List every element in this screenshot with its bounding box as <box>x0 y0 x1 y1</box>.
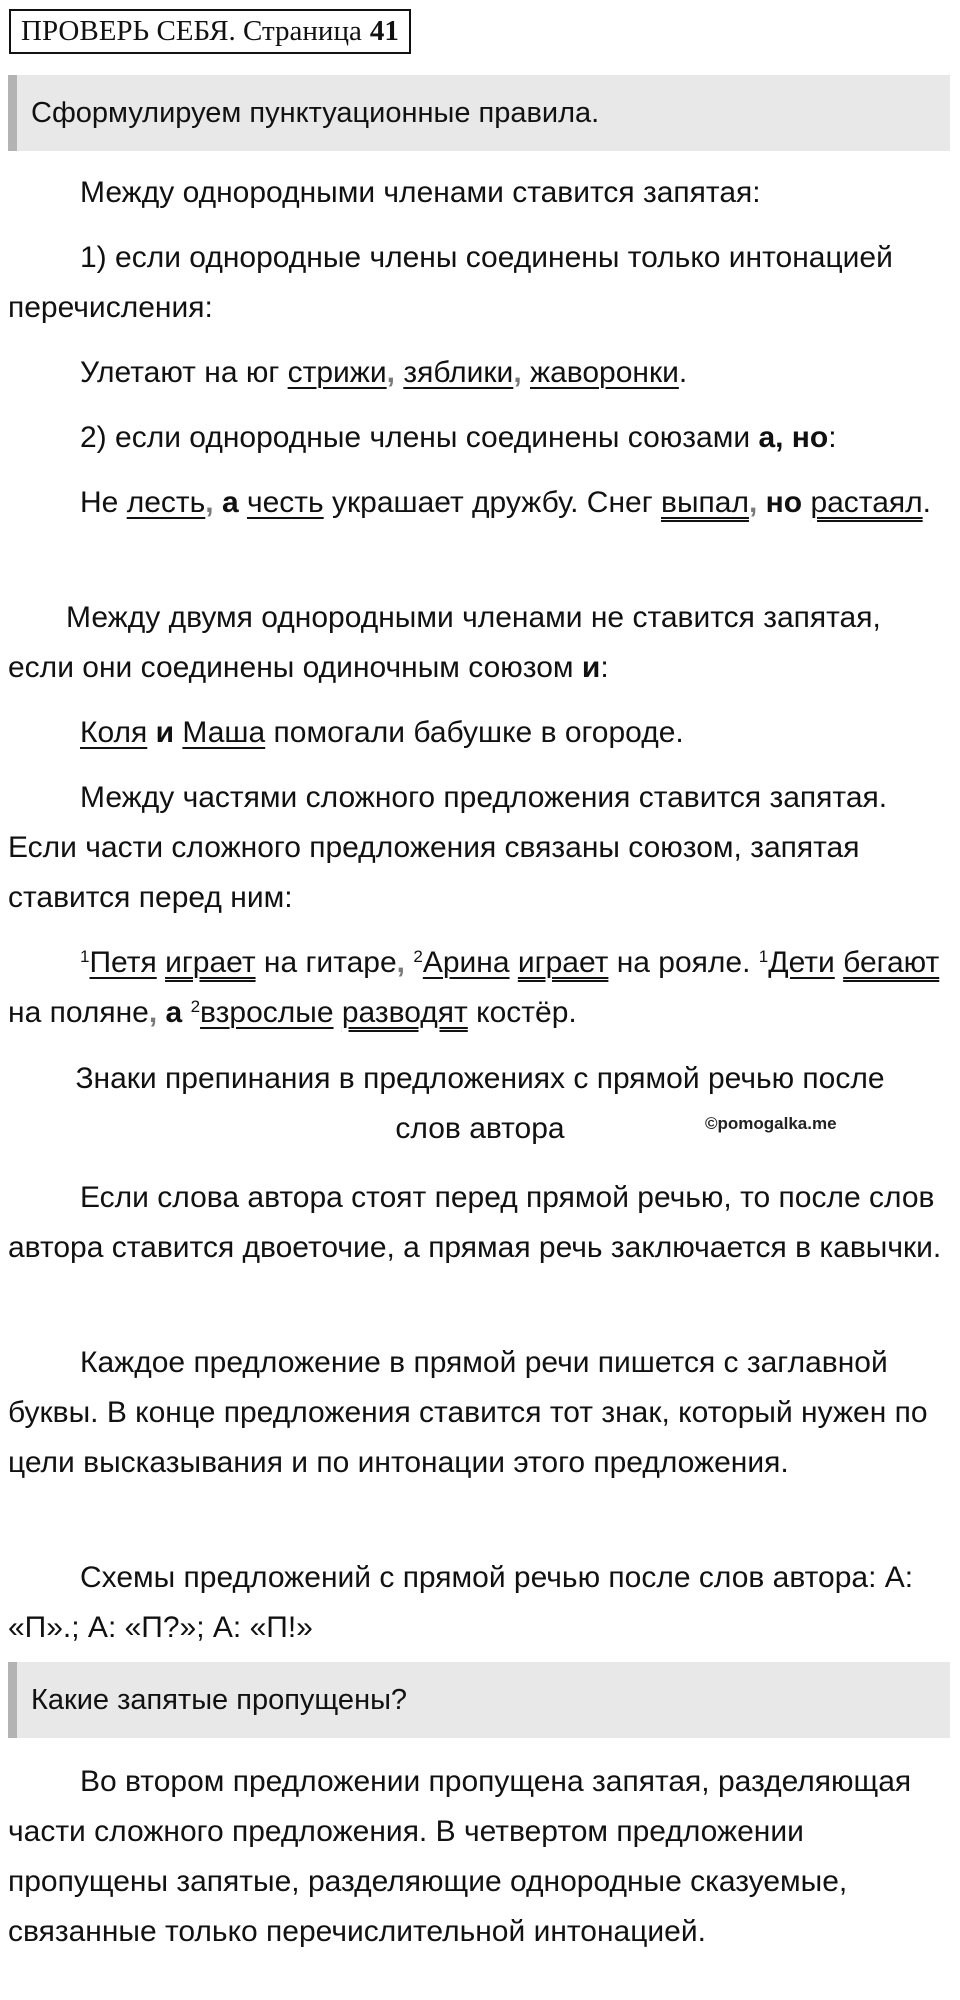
predicate: играет <box>517 946 609 979</box>
homogeneous-subject: стрижи <box>287 356 387 389</box>
direct-speech-paragraph-3: Схемы предложений с прямой речью после слов автора: А: «П».; А: «П?»; А: «П!» <box>8 1561 914 1644</box>
predicate: бегают <box>843 946 940 979</box>
comma-mark: , <box>748 486 758 519</box>
conjunction-bold: и <box>155 716 175 749</box>
conjunction-bold: и <box>581 651 601 684</box>
subject: Арина <box>422 946 510 979</box>
section-heading-commas <box>8 1662 950 1738</box>
homogeneous-predicate: выпал <box>661 486 749 519</box>
homogeneous-subject: зяблики <box>403 356 514 389</box>
direct-speech-heading-line1: Знаки препинания в предложениях с прямой речью после <box>75 1062 885 1095</box>
homogeneous-subject: Коля <box>80 716 148 749</box>
homogeneous-subject: лесть <box>126 486 206 519</box>
predicate: разводят <box>341 996 468 1029</box>
rule1-case1: 1) если однородные члены соединены только интонацией перечисления: <box>8 241 893 324</box>
conjunction-bold: но <box>765 486 803 519</box>
direct-speech-paragraph-2: Каждое предложение в прямой речи пишется с заглавной буквы. В конце предложения ставится тот знак, который нужен по цели высказывания и по интонации этого предложения. <box>8 1346 928 1479</box>
rule1-intro: Между однородными членами ставится запятая: <box>80 176 761 209</box>
direct-speech-heading-line2: слов автора <box>395 1112 565 1145</box>
comma-mark: , <box>148 996 158 1029</box>
predicate: играет <box>165 946 256 979</box>
homogeneous-subject: Маша <box>182 716 266 749</box>
homogeneous-predicate: растаял <box>810 486 923 519</box>
homogeneous-subject: честь <box>246 486 324 519</box>
conjunction-bold: а <box>165 996 183 1029</box>
subject: Петя <box>89 946 157 979</box>
page-number: 41 <box>369 15 399 47</box>
subject: взрослые <box>200 996 334 1029</box>
page-title <box>9 9 411 54</box>
rule2-text: Между двумя однородными членами не ставится запятая, если они соединены одиночным союзом и: <box>8 601 881 684</box>
rule1-case2: 2) если однородные члены соединены союзами а, но: <box>80 421 837 454</box>
comma-mark: , <box>205 486 214 519</box>
rule3-example: $^1$Петя играет на гитаре, $^2$Арина играет на рояле. $^1$Дети бегают на поляне, а $^2$взрослые разводят костёр. <box>8 946 940 1029</box>
comma-mark: , <box>513 356 522 389</box>
answer-paragraph: Во втором предложении пропущена запятая, разделяющая части сложного предложения. В четвертом предложении пропущены запятые, разделяющие однородные сказуемые, связанные только перечислительной интонацией. <box>8 1765 912 1948</box>
watermark: ©pomogalka.me <box>705 1114 837 1133</box>
conjunction-bold: а, но <box>758 421 829 454</box>
comma-mark: , <box>396 946 405 979</box>
rule1-example2: Не лесть, а честь украшает дружбу. Снег выпал, но растаял. <box>80 486 931 519</box>
conjunction-bold: а <box>221 486 239 519</box>
section-heading-text: Сформулируем пунктуационные правила. <box>31 96 600 129</box>
rule1-example1: Улетают на юг стрижи, зяблики, жаворонки. <box>80 356 688 389</box>
page-title-text: ПРОВЕРЬ СЕБЯ. Страница <box>21 15 362 47</box>
homogeneous-subject: жаворонки <box>530 356 679 389</box>
comma-mark: , <box>386 356 395 389</box>
direct-speech-paragraph-1: Если слова автора стоят перед прямой речью, то после слов автора ставится двоеточие, а прямая речь заключается в кавычки. <box>8 1181 942 1264</box>
rule2-example: Коля и Маша помогали бабушке в огороде. <box>80 716 684 749</box>
section-heading-text: Какие запятые пропущены? <box>31 1683 408 1716</box>
subject: Дети <box>768 946 835 979</box>
rule3-text: Между частями сложного предложения ставится запятая. Если части сложного предложения связаны союзом, запятая ставится перед ним: <box>8 781 888 914</box>
section-heading-rules <box>8 75 950 151</box>
